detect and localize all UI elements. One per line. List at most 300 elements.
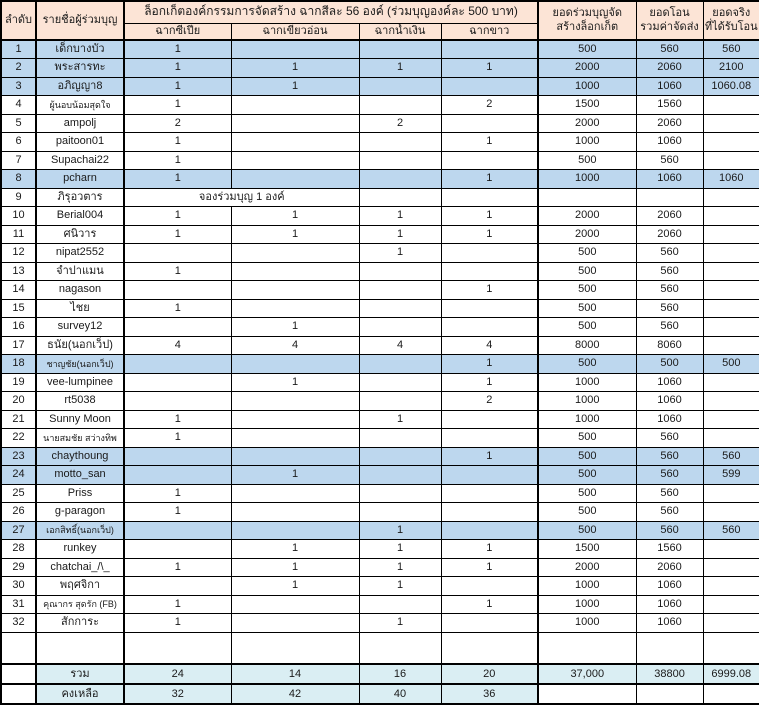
cell-total: 2000 — [538, 59, 636, 78]
cell-scene-white — [441, 521, 538, 540]
cell-scene-green — [231, 447, 359, 466]
total-blue: 16 — [359, 664, 441, 684]
cell-no: 26 — [1, 503, 36, 522]
cell-scene-green — [231, 281, 359, 300]
spacer-row — [1, 632, 759, 664]
cell-scene-white — [441, 188, 538, 207]
cell-no: 6 — [1, 133, 36, 152]
cell-no: 2 — [1, 59, 36, 78]
cell-name: chaythoung — [36, 447, 124, 466]
cell-total: 500 — [538, 262, 636, 281]
table-row — [1, 558, 759, 577]
table-row — [1, 595, 759, 614]
cell-transfer: 1560 — [636, 96, 703, 115]
total-sepia: 24 — [124, 664, 231, 684]
cell-scene-white: 1 — [441, 373, 538, 392]
spacer-cell — [36, 632, 124, 664]
table-row — [1, 577, 759, 596]
remaining-label: คงเหลือ — [36, 684, 124, 704]
cell-scene-green: 1 — [231, 466, 359, 485]
cell-no: 4 — [1, 96, 36, 115]
spacer-cell — [1, 632, 36, 664]
cell-scene-blue: 1 — [359, 225, 441, 244]
cell-scene-white — [441, 77, 538, 96]
cell-total: 500 — [538, 281, 636, 300]
cell-scene-white: 1 — [441, 355, 538, 374]
cell-scene-white — [441, 262, 538, 281]
cell-received — [703, 114, 759, 133]
cell-transfer: 560 — [636, 484, 703, 503]
cell-transfer: 1560 — [636, 540, 703, 559]
cell-transfer: 1060 — [636, 392, 703, 411]
cell-transfer: 560 — [636, 429, 703, 448]
cell-scene-white: 2 — [441, 96, 538, 115]
table-row — [1, 170, 759, 189]
cell-scene-white: 4 — [441, 336, 538, 355]
cell-scene-white — [441, 410, 538, 429]
remaining-row — [1, 684, 759, 704]
cell-no: 15 — [1, 299, 36, 318]
cell-received — [703, 429, 759, 448]
cell-total: 500 — [538, 318, 636, 337]
cell-no: 23 — [1, 447, 36, 466]
cell-scene-white — [441, 577, 538, 596]
cell-name: ภิรุอวตาร — [36, 188, 124, 207]
col-header-total-line2: สร้างล็อกเก็ต — [556, 20, 619, 33]
cell-name: เด็กบางบัว — [36, 40, 124, 59]
cell-transfer: 1060 — [636, 410, 703, 429]
cell-total: 1000 — [538, 170, 636, 189]
cell-scene-blue: 1 — [359, 59, 441, 78]
spacer-cell — [441, 632, 538, 664]
cell-total: 2000 — [538, 207, 636, 226]
cell-total: 500 — [538, 355, 636, 374]
cell-scene-green: 1 — [231, 207, 359, 226]
table-row — [1, 188, 759, 207]
cell-scene-white — [441, 466, 538, 485]
cell-transfer: 1060 — [636, 170, 703, 189]
cell-scene-green: 1 — [231, 540, 359, 559]
cell-scene-sepia — [124, 447, 231, 466]
table-row — [1, 540, 759, 559]
cell-name: ธนัย(นอกเว็ป) — [36, 336, 124, 355]
cell-no: 24 — [1, 466, 36, 485]
cell-scene-blue — [359, 447, 441, 466]
cell-scene-green — [231, 96, 359, 115]
table-row — [1, 40, 759, 59]
cell-received — [703, 281, 759, 300]
total-white: 20 — [441, 664, 538, 684]
cell-name: chatchai_/\_ — [36, 558, 124, 577]
cell-transfer: 560 — [636, 40, 703, 59]
cell-scene-white: 1 — [441, 540, 538, 559]
header-row-1 — [1, 1, 759, 23]
cell-received — [703, 410, 759, 429]
cell-transfer: 560 — [636, 318, 703, 337]
cell-scene-blue: 1 — [359, 207, 441, 226]
cell-scene-white: 1 — [441, 133, 538, 152]
cell-total: 2000 — [538, 558, 636, 577]
cell-total: 1000 — [538, 614, 636, 633]
cell-scene-green: 1 — [231, 318, 359, 337]
total-amount: 37,000 — [538, 664, 636, 684]
cell-scene-sepia — [124, 540, 231, 559]
cell-total — [538, 188, 636, 207]
cell-no: 28 — [1, 540, 36, 559]
cell-scene-green — [231, 595, 359, 614]
cell-total: 1000 — [538, 77, 636, 96]
total-no-cell — [1, 664, 36, 684]
cell-name: จำปาแมน — [36, 262, 124, 281]
cell-scene-sepia: 1 — [124, 77, 231, 96]
cell-scene-green — [231, 614, 359, 633]
cell-scene-blue — [359, 151, 441, 170]
cell-name: nagason — [36, 281, 124, 300]
cell-scene-white — [441, 244, 538, 263]
cell-total: 1000 — [538, 133, 636, 152]
cell-name: Priss — [36, 484, 124, 503]
remaining-received-cell — [703, 684, 759, 704]
cell-received: 1060.08 — [703, 77, 759, 96]
cell-scene-white: 1 — [441, 558, 538, 577]
cell-scene-blue — [359, 96, 441, 115]
cell-no: 27 — [1, 521, 36, 540]
cell-transfer: 2060 — [636, 225, 703, 244]
cell-scene-green — [231, 299, 359, 318]
spacer-cell — [231, 632, 359, 664]
spacer-cell — [359, 632, 441, 664]
cell-total: 1000 — [538, 392, 636, 411]
remaining-blue: 40 — [359, 684, 441, 704]
cell-no: 11 — [1, 225, 36, 244]
cell-received — [703, 96, 759, 115]
cell-received: 1060 — [703, 170, 759, 189]
cell-transfer: 1060 — [636, 77, 703, 96]
cell-scene-blue: 1 — [359, 614, 441, 633]
cell-name: ampolj — [36, 114, 124, 133]
cell-no: 20 — [1, 392, 36, 411]
cell-scene-sepia — [124, 392, 231, 411]
cell-received — [703, 188, 759, 207]
cell-scene-blue: 2 — [359, 114, 441, 133]
remaining-no-cell — [1, 684, 36, 704]
table-row — [1, 447, 759, 466]
table-row — [1, 466, 759, 485]
table-row — [1, 429, 759, 448]
cell-total: 500 — [538, 503, 636, 522]
cell-scene-green: 1 — [231, 77, 359, 96]
remaining-white: 36 — [441, 684, 538, 704]
col-header-no: ลำดับ — [1, 1, 36, 40]
col-header-scene-green: ฉากเขียวอ่อน — [231, 23, 359, 40]
cell-scene-green — [231, 355, 359, 374]
cell-scene-white: 1 — [441, 595, 538, 614]
cell-scene-sepia — [124, 281, 231, 300]
cell-no: 18 — [1, 355, 36, 374]
cell-scene-sepia — [124, 318, 231, 337]
total-transfer: 38800 — [636, 664, 703, 684]
cell-scene-sepia: 1 — [124, 484, 231, 503]
cell-scene-sepia: 1 — [124, 299, 231, 318]
col-header-received-line1: ยอดจริง — [712, 7, 751, 20]
table-row — [1, 77, 759, 96]
cell-scene-white: 1 — [441, 281, 538, 300]
cell-scene-blue — [359, 429, 441, 448]
cell-scene-sepia: 1 — [124, 225, 231, 244]
cell-scene-sepia: 1 — [124, 151, 231, 170]
cell-name: paitoon01 — [36, 133, 124, 152]
cell-scene-sepia: 1 — [124, 410, 231, 429]
col-header-received-line2: ที่ได้รับโอน — [704, 20, 758, 33]
cell-total: 1500 — [538, 96, 636, 115]
cell-transfer: 560 — [636, 151, 703, 170]
cell-scene-green: 1 — [231, 59, 359, 78]
cell-total: 8000 — [538, 336, 636, 355]
cell-transfer: 8060 — [636, 336, 703, 355]
cell-scene-blue — [359, 299, 441, 318]
col-header-received — [703, 1, 759, 40]
cell-name: Sunny Moon — [36, 410, 124, 429]
cell-scene-blue — [359, 170, 441, 189]
cell-scene-white — [441, 40, 538, 59]
cell-scene-green — [231, 484, 359, 503]
cell-total: 1000 — [538, 373, 636, 392]
col-header-total-line1: ยอดร่วมบุญจัด — [552, 7, 622, 20]
cell-no: 9 — [1, 188, 36, 207]
spacer-cell — [636, 632, 703, 664]
cell-name: Berial004 — [36, 207, 124, 226]
cell-received: 599 — [703, 466, 759, 485]
cell-scene-white — [441, 151, 538, 170]
cell-no: 32 — [1, 614, 36, 633]
cell-scene-sepia: 1 — [124, 595, 231, 614]
cell-scene-white — [441, 114, 538, 133]
cell-no: 16 — [1, 318, 36, 337]
cell-scene-sepia — [124, 373, 231, 392]
cell-scene-white: 1 — [441, 170, 538, 189]
cell-received — [703, 373, 759, 392]
cell-no: 21 — [1, 410, 36, 429]
cell-reservation-note: จองร่วมบุญ 1 องค์ — [124, 188, 359, 207]
cell-received: 2100 — [703, 59, 759, 78]
cell-received — [703, 503, 759, 522]
remaining-transfer-cell — [636, 684, 703, 704]
cell-no: 13 — [1, 262, 36, 281]
cell-name: g-paragon — [36, 503, 124, 522]
cell-scene-blue — [359, 503, 441, 522]
cell-scene-blue — [359, 188, 441, 207]
cell-received: 560 — [703, 447, 759, 466]
cell-scene-white — [441, 614, 538, 633]
cell-scene-green: 4 — [231, 336, 359, 355]
cell-transfer: 560 — [636, 299, 703, 318]
cell-total: 500 — [538, 484, 636, 503]
cell-scene-green: 1 — [231, 577, 359, 596]
cell-received — [703, 133, 759, 152]
cell-no: 5 — [1, 114, 36, 133]
cell-total: 500 — [538, 299, 636, 318]
cell-no: 10 — [1, 207, 36, 226]
table-row — [1, 281, 759, 300]
cell-transfer: 1060 — [636, 373, 703, 392]
cell-scene-white — [441, 503, 538, 522]
table-row — [1, 133, 759, 152]
cell-no: 19 — [1, 373, 36, 392]
cell-transfer — [636, 188, 703, 207]
table-row — [1, 207, 759, 226]
cell-scene-sepia: 1 — [124, 558, 231, 577]
cell-name: พฤศจิกา — [36, 577, 124, 596]
cell-scene-white — [441, 318, 538, 337]
cell-scene-green — [231, 521, 359, 540]
table-row — [1, 244, 759, 263]
col-header-transfer-line2: รวมค่าจัดส่ง — [640, 20, 699, 33]
remaining-green: 42 — [231, 684, 359, 704]
table-row — [1, 262, 759, 281]
cell-total: 500 — [538, 521, 636, 540]
cell-total: 2000 — [538, 114, 636, 133]
cell-no: 29 — [1, 558, 36, 577]
table-row — [1, 114, 759, 133]
col-header-scene-white: ฉากขาว — [441, 23, 538, 40]
cell-total: 2000 — [538, 225, 636, 244]
cell-total: 1500 — [538, 540, 636, 559]
cell-scene-sepia: 1 — [124, 503, 231, 522]
cell-received — [703, 151, 759, 170]
table-row — [1, 225, 759, 244]
table-row — [1, 96, 759, 115]
table-row — [1, 521, 759, 540]
spacer-cell — [124, 632, 231, 664]
cell-name: motto_san — [36, 466, 124, 485]
cell-received — [703, 558, 759, 577]
cell-scene-green — [231, 503, 359, 522]
cell-no: 30 — [1, 577, 36, 596]
cell-received — [703, 595, 759, 614]
cell-no: 3 — [1, 77, 36, 96]
col-header-scene-blue: ฉากน้ำเงิน — [359, 23, 441, 40]
table-row — [1, 299, 759, 318]
cell-scene-white: 2 — [441, 392, 538, 411]
cell-scene-sepia — [124, 355, 231, 374]
cell-transfer: 560 — [636, 447, 703, 466]
cell-scene-sepia: 1 — [124, 96, 231, 115]
cell-total: 500 — [538, 429, 636, 448]
cell-scene-green — [231, 429, 359, 448]
cell-name: vee-lumpinee — [36, 373, 124, 392]
cell-transfer: 2060 — [636, 207, 703, 226]
cell-scene-green — [231, 151, 359, 170]
remaining-amount-cell — [538, 684, 636, 704]
cell-no: 17 — [1, 336, 36, 355]
cell-scene-blue — [359, 262, 441, 281]
remaining-sepia: 32 — [124, 684, 231, 704]
cell-name: นายสมชัย สว่างทิพ — [36, 429, 124, 448]
cell-scene-blue — [359, 484, 441, 503]
cell-received — [703, 614, 759, 633]
cell-received — [703, 540, 759, 559]
table-row — [1, 318, 759, 337]
cell-name: runkey — [36, 540, 124, 559]
cell-scene-sepia: 1 — [124, 170, 231, 189]
cell-received: 560 — [703, 40, 759, 59]
col-header-name: รายชื่อผู้ร่วมบุญ — [36, 1, 124, 40]
cell-scene-green — [231, 40, 359, 59]
cell-scene-sepia: 1 — [124, 429, 231, 448]
table-row — [1, 336, 759, 355]
cell-scene-green: 1 — [231, 558, 359, 577]
cell-no: 8 — [1, 170, 36, 189]
cell-name: อภิญญา8 — [36, 77, 124, 96]
cell-scene-blue — [359, 133, 441, 152]
spacer-cell — [703, 632, 759, 664]
col-header-transfer-line1: ยอดโอน — [649, 7, 690, 20]
total-received: 6999.08 — [703, 664, 759, 684]
cell-name: สักการะ — [36, 614, 124, 633]
cell-name: nipat2552 — [36, 244, 124, 263]
cell-received — [703, 225, 759, 244]
cell-transfer: 1060 — [636, 133, 703, 152]
cell-scene-sepia: 1 — [124, 59, 231, 78]
cell-total: 500 — [538, 466, 636, 485]
cell-scene-green — [231, 244, 359, 263]
cell-received — [703, 392, 759, 411]
cell-scene-sepia: 1 — [124, 133, 231, 152]
cell-scene-green — [231, 133, 359, 152]
cell-received — [703, 299, 759, 318]
cell-scene-blue: 1 — [359, 558, 441, 577]
cell-scene-blue — [359, 466, 441, 485]
cell-scene-blue — [359, 595, 441, 614]
cell-no: 14 — [1, 281, 36, 300]
cell-name: rt5038 — [36, 392, 124, 411]
table-row — [1, 392, 759, 411]
cell-no: 7 — [1, 151, 36, 170]
cell-scene-blue — [359, 77, 441, 96]
cell-total: 1000 — [538, 410, 636, 429]
cell-transfer: 560 — [636, 281, 703, 300]
cell-received — [703, 577, 759, 596]
cell-transfer: 560 — [636, 262, 703, 281]
table-row — [1, 614, 759, 633]
cell-scene-white: 1 — [441, 59, 538, 78]
cell-scene-green — [231, 114, 359, 133]
cell-total: 1000 — [538, 595, 636, 614]
cell-transfer: 2060 — [636, 558, 703, 577]
cell-total: 1000 — [538, 577, 636, 596]
cell-no: 25 — [1, 484, 36, 503]
cell-scene-sepia — [124, 244, 231, 263]
cell-name: พระสารทะ — [36, 59, 124, 78]
cell-transfer: 560 — [636, 503, 703, 522]
cell-name: ไชย — [36, 299, 124, 318]
cell-scene-blue — [359, 40, 441, 59]
cell-scene-sepia: 1 — [124, 262, 231, 281]
cell-scene-green — [231, 170, 359, 189]
cell-scene-sepia — [124, 577, 231, 596]
cell-scene-blue — [359, 318, 441, 337]
table-row — [1, 355, 759, 374]
cell-scene-white: 1 — [441, 207, 538, 226]
col-header-total — [538, 1, 636, 40]
table-row — [1, 410, 759, 429]
cell-scene-green — [231, 410, 359, 429]
cell-scene-sepia — [124, 466, 231, 485]
cell-name: pcharn — [36, 170, 124, 189]
table-row — [1, 59, 759, 78]
cell-scene-blue: 1 — [359, 244, 441, 263]
cell-name: เอกสิทธิ์(นอกเว็ป) — [36, 521, 124, 540]
